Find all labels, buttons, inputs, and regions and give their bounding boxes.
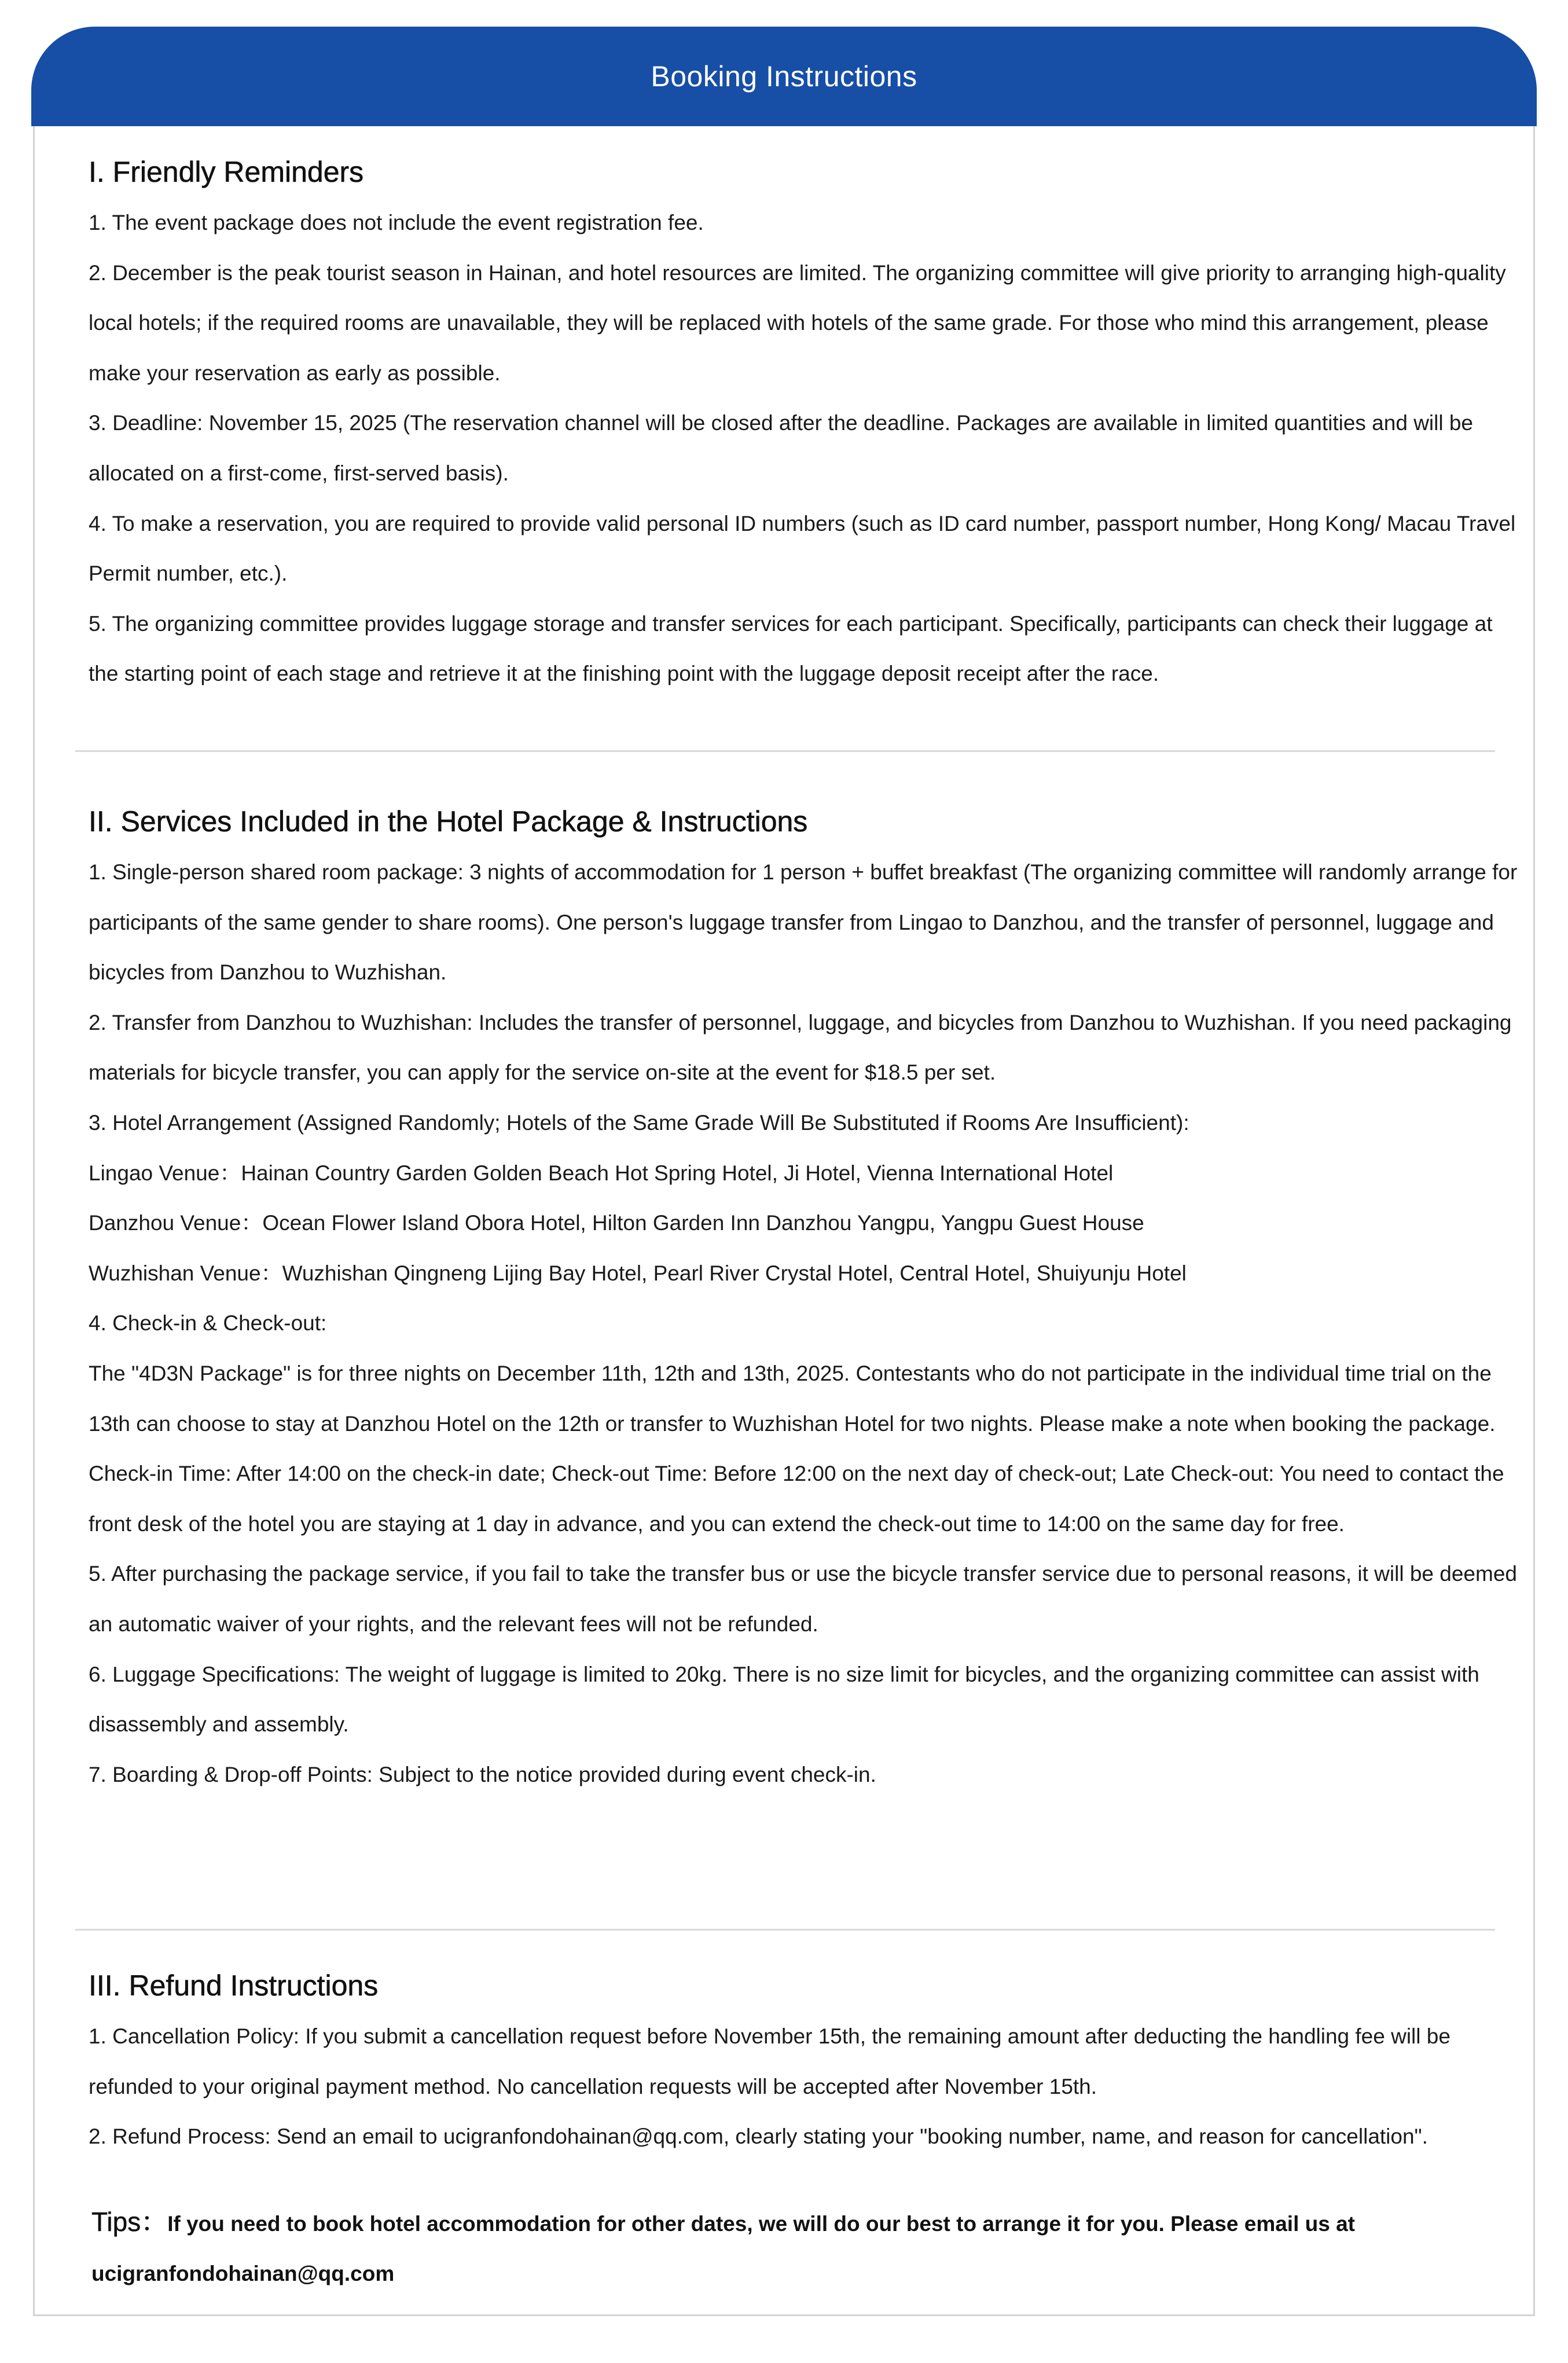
list-item: 2. Transfer from Danzhou to Wuzhishan: Includes the transfer of personnel, luggage, and bicycles from Danzhou to Wuzhishan. If you need packaging materials for bicycle transfer, you can apply for the service on-site at the event for $18.5 per set.	[89, 1010, 1512, 1085]
list-item: 5. The organizing committee provides luggage storage and transfer services for each participant. Specifically, participants can check their luggage at the starting point of each stage and retrieve it at the finishing point with the luggage deposit receipt after the race.	[89, 611, 1493, 686]
header-banner	[31, 27, 1537, 126]
list-item: 2. December is the peak tourist season in Hainan, and hotel resources are limited. The organizing committee will give priority to arranging high-quality local hotels; if the required rooms are unavailable, they will be replaced with hotels of the same grade. For those who mind this arrangement, please make your reservation as early as possible.	[89, 260, 1506, 385]
list-item: Check-in Time: After 14:00 on the check-in date; Check-out Time: Before 12:00 on the next day of check-out; Late Check-out: You need to contact the front desk of the hotel you are staying at 1 day in advance, and you can extend the check-out time to 14:00 on the same day for free.	[89, 1462, 1504, 1536]
divider	[75, 750, 1495, 752]
list-item: 7. Boarding & Drop-off Points: Subject to the notice provided during event check-in.	[89, 1762, 876, 1786]
list-item: The "4D3N Package" is for three nights on December 11th, 12th and 13th, 2025. Contestants who do not participate in the individual time trial on the 13th can choose to stay at Danzhou Hotel on the 12th or transfer to Wuzhishan Hotel for two nights. Please make a note when booking the package.	[89, 1361, 1496, 1436]
list-item: 1. The event package does not include the event registration fee.	[89, 211, 704, 234]
tips-text: If you need to book hotel accommodation for other dates, we will do our best to arrange it for you. Please email us at ucigranfondohainan@qq.com	[91, 2212, 1355, 2285]
section-title: III. Refund Instructions	[89, 1969, 379, 2002]
list-item: 3. Hotel Arrangement (Assigned Randomly; Hotels of the Same Grade Will Be Substituted if Rooms Are Insufficient):	[89, 1110, 1189, 1135]
venue-line-wuzhishan: Wuzhishan Venue：Wuzhishan Qingneng Lijing Bay Hotel, Pearl River Crystal Hotel, Central Hotel, Shuiyunju Hotel	[89, 1261, 1187, 1285]
list-item: 1. Cancellation Policy: If you submit a cancellation request before November 15th, the remaining amount after deducting the handling fee will be refunded to your original payment method. No cancellation requests will be accepted after November 15th.	[89, 2024, 1451, 2098]
list-item: 4. Check-in & Check-out:	[89, 1311, 327, 1335]
section-title: II. Services Included in the Hotel Package & Instructions	[89, 805, 808, 838]
list-item: 4. To make a reservation, you are required to provide valid personal ID numbers (such as ID card number, passport number, Hong Kong/ Macau Travel Permit number, etc.).	[89, 511, 1516, 586]
list-item: 2. Refund Process: Send an email to ucigranfondohainan@qq.com, clearly stating your "booking number, name, and reason for cancellation".	[89, 2125, 1428, 2149]
divider	[75, 1929, 1495, 1931]
venue-line-danzhou: Danzhou Venue：Ocean Flower Island Obora Hotel, Hilton Garden Inn Danzhou Yangpu, Yangpu Guest House	[89, 1211, 1144, 1235]
list-item: 1. Single-person shared room package: 3 nights of accommodation for 1 person + buffet breakfast (The organizing committee will randomly arrange for participants of the same gender to share rooms). One person's luggage transfer from Lingao to Danzhou, and the transfer of personnel, luggage and bicycles from Danzhou to Wuzhishan.	[89, 860, 1518, 985]
tips-note	[91, 2197, 1504, 2299]
list-item: 6. Luggage Specifications: The weight of luggage is limited to 20kg. There is no size limit for bicycles, and the organizing committee can assist with disassembly and assembly.	[89, 1662, 1479, 1737]
tips-label: Tips：	[91, 2207, 168, 2237]
venue-line-lingao: Lingao Venue：Hainan Country Garden Golden Beach Hot Spring Hotel, Ji Hotel, Vienna International Hotel	[89, 1161, 1114, 1185]
list-item: 5. After purchasing the package service, if you fail to take the transfer bus or use the bicycle transfer service due to personal reasons, it will be deemed an automatic waiver of your rights, and the relevant fees will not be refunded.	[89, 1562, 1517, 1636]
section-services	[89, 795, 1518, 1800]
list-item: 3. Deadline: November 15, 2025 (The reservation channel will be closed after the deadline. Packages are available in limited quantities and will be allocated on a first-come, first-served basis).	[89, 411, 1474, 485]
section-title: I. Friendly Reminders	[89, 156, 364, 188]
page-title: Booking Instructions	[651, 60, 917, 93]
section-friendly-reminders	[89, 146, 1518, 699]
section-refund	[89, 1960, 1518, 2162]
